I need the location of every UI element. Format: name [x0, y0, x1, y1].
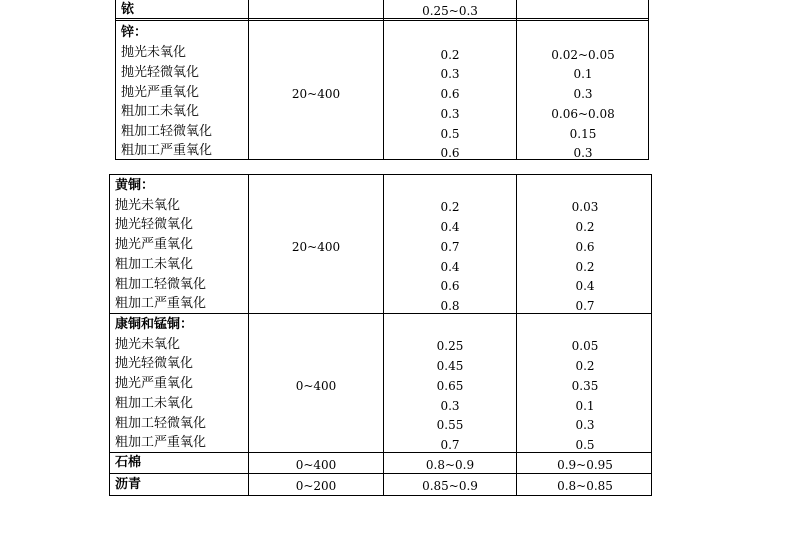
emissivity-value-a: 0.65 [436, 379, 464, 393]
temperature-range: 0~200 [295, 479, 337, 493]
emissivity-value-a: 0.5 [440, 127, 460, 141]
material-label-asbestos: 石棉 [115, 455, 142, 470]
emissivity-value-a: 0.6 [440, 279, 460, 293]
emissivity-value-b: 0.05 [571, 339, 599, 353]
emissivity-value-b: 0.7 [575, 299, 595, 313]
emissivity-value-b: 0.06~0.08 [551, 107, 615, 121]
column-border [248, 174, 249, 496]
temperature-range: 0~400 [295, 379, 337, 393]
surface-condition-label: 粗加工严重氧化 [115, 296, 207, 311]
surface-condition-label: 粗加工未氧化 [115, 257, 194, 272]
emissivity-value-b: 0.3 [575, 418, 595, 432]
column-border [516, 0, 517, 160]
temperature-range: 20~400 [291, 240, 341, 254]
material-label-asphalt: 沥青 [115, 477, 142, 492]
emissivity-value-b: 0.2 [575, 359, 595, 373]
row-divider [109, 313, 652, 314]
emissivity-value-a: 0.6 [440, 146, 460, 160]
temperature-range: 20~400 [291, 87, 341, 101]
material-heading-constantan: 康铜和锰铜： [115, 317, 194, 332]
emissivity-value-b: 0.4 [575, 279, 595, 293]
emissivity-value-b: 0.35 [571, 379, 599, 393]
emissivity-value-a: 0.3 [440, 107, 460, 121]
column-border [648, 0, 649, 160]
emissivity-value-b: 0.6 [575, 240, 595, 254]
column-border [248, 0, 249, 160]
emissivity-value-a: 0.7 [440, 438, 460, 452]
emissivity-value-a: 0.2 [440, 48, 460, 62]
surface-condition-label: 抛光轻微氧化 [121, 65, 200, 80]
emissivity-value-a: 0.3 [440, 399, 460, 413]
material-heading-zinc: 锌： [121, 25, 148, 40]
surface-condition-label: 粗加工轻微氧化 [115, 277, 207, 292]
surface-condition-label: 抛光未氧化 [115, 337, 181, 352]
surface-condition-label: 粗加工轻微氧化 [121, 124, 213, 139]
temperature-range: 0~400 [295, 458, 337, 472]
emissivity-value-b: 0.1 [575, 399, 595, 413]
column-border [115, 0, 116, 160]
emissivity-value-b: 0.2 [575, 260, 595, 274]
surface-condition-label: 粗加工未氧化 [115, 396, 194, 411]
surface-condition-label: 抛光严重氧化 [115, 237, 194, 252]
emissivity-value-a: 0.3 [440, 67, 460, 81]
column-border [383, 174, 384, 496]
column-border [109, 174, 110, 496]
surface-condition-label: 粗加工严重氧化 [121, 143, 213, 158]
surface-condition-label: 粗加工严重氧化 [115, 435, 207, 450]
surface-condition-label: 抛光严重氧化 [115, 376, 194, 391]
surface-condition-label: 抛光未氧化 [121, 45, 187, 60]
block-bottom-border [109, 495, 652, 496]
column-border [383, 0, 384, 160]
surface-condition-label: 抛光轻微氧化 [115, 217, 194, 232]
surface-condition-label: 粗加工未氧化 [121, 104, 200, 119]
row-divider [115, 18, 649, 19]
row-divider [109, 452, 652, 453]
emissivity-value-b: 0.1 [573, 67, 593, 81]
emissivity-value-b: 0.02~0.05 [551, 48, 615, 62]
emissivity-value-a: 0.8 [440, 299, 460, 313]
block-bottom-border [115, 159, 649, 160]
surface-condition-label: 抛光未氧化 [115, 198, 181, 213]
surface-condition-label: 粗加工轻微氧化 [115, 416, 207, 431]
row-divider [109, 473, 652, 474]
emissivity-value-a: 0.7 [440, 240, 460, 254]
emissivity-value-b: 0.8~0.85 [557, 479, 613, 493]
row-divider [115, 20, 649, 21]
column-border [651, 174, 652, 496]
emissivity-value-a: 0.85~0.9 [422, 479, 478, 493]
surface-condition-label: 抛光轻微氧化 [115, 356, 194, 371]
emissivity-value-a: 0.2 [440, 200, 460, 214]
emissivity-value-a: 0.6 [440, 87, 460, 101]
emissivity-value-a: 0.8~0.9 [425, 458, 475, 472]
emissivity-value-b: 0.15 [569, 127, 597, 141]
emissivity-value-b: 0.9~0.95 [557, 458, 613, 472]
column-border [516, 174, 517, 496]
emissivity-value-a: 0.4 [440, 220, 460, 234]
block-top-border [109, 174, 652, 175]
emissivity-value-b: 0.3 [573, 146, 593, 160]
emissivity-value-a: 0.25~0.3 [422, 4, 478, 18]
emissivity-value-b: 0.3 [573, 87, 593, 101]
surface-condition-label: 抛光严重氧化 [121, 85, 200, 100]
material-label-iridium: 铱 [121, 2, 135, 17]
emissivity-value-a: 0.4 [440, 260, 460, 274]
emissivity-value-b: 0.03 [571, 200, 599, 214]
emissivity-value-a: 0.25 [436, 339, 464, 353]
emissivity-value-b: 0.2 [575, 220, 595, 234]
emissivity-value-a: 0.55 [436, 418, 464, 432]
material-heading-brass: 黄铜： [115, 178, 155, 193]
emissivity-value-b: 0.5 [575, 438, 595, 452]
emissivity-value-a: 0.45 [436, 359, 464, 373]
